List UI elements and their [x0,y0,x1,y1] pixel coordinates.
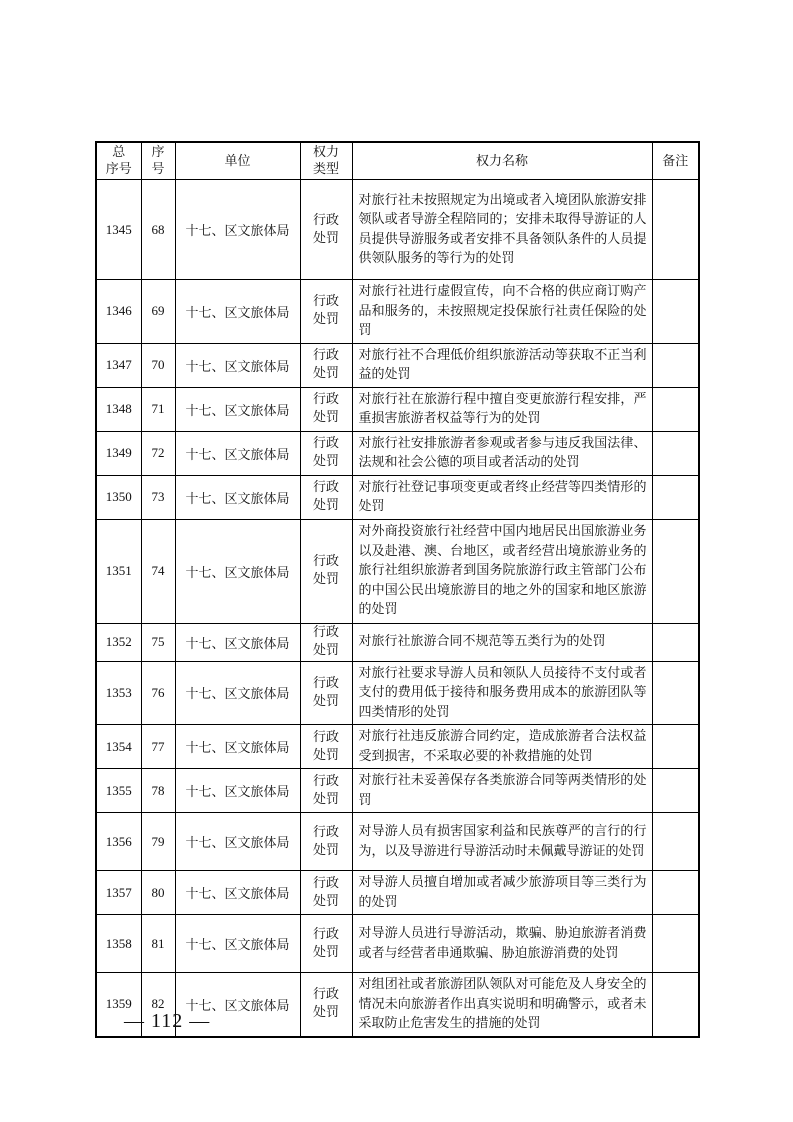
note-cell [652,387,699,431]
power-name-cell: 对旅行社要求导游人员和领队人员接待不支付或者支付的费用低于接待和服务费用成本的旅游团队等四类情形的处罚 [352,661,652,725]
power-type-line: 行政 [312,675,339,691]
power-type-line: 行政 [312,729,339,745]
sequence-number-cell: 72 [141,431,175,475]
unit-cell: 十七、区文旅体局 [175,431,300,475]
power-type-line: 行政 [312,875,339,891]
power-type-line: 行政 [312,926,339,942]
total-number-cell: 1357 [96,871,141,915]
power-type-line: 处罚 [312,944,339,960]
power-name-cell: 对导游人员有损害国家利益和民族尊严的言行的行为，以及导游进行导游活动时未佩戴导游证的处罚 [352,813,652,871]
sequence-number-cell: 82 [141,973,175,1037]
power-type-cell [300,343,352,387]
power-name-cell: 对旅行社未按照规定为出境或者入境团队旅游安排领队或者导游全程陪同的；安排未取得导游证的人员提供导游服务或者安排不具备领队条件的人员提供领队服务的等行为的处罚 [352,180,652,280]
total-number-cell: 1345 [96,180,141,280]
table-row [96,180,699,280]
power-type-cell [300,813,352,871]
header-power-type [300,142,352,180]
power-type-line: 处罚 [312,747,339,763]
total-number-cell: 1356 [96,813,141,871]
note-cell [652,475,699,519]
power-name-cell: 对导游人员擅自增加或者减少旅游项目等三类行为的处罚 [352,871,652,915]
note-cell [652,871,699,915]
sequence-number-cell: 76 [141,661,175,725]
power-type-line: 行政 [312,436,339,451]
header-total-number-text: 总 序号 [105,145,132,177]
power-name-cell: 对旅行社旅游合同不规范等五类行为的处罚 [352,623,652,661]
table-row [96,431,699,475]
power-type-cell [300,915,352,973]
power-type-line: 行政 [312,987,339,1003]
sequence-number-cell: 68 [141,180,175,280]
unit-cell: 十七、区文旅体局 [175,180,300,280]
note-cell [652,973,699,1037]
sequence-number-cell: 77 [141,725,175,769]
sequence-number-cell: 75 [141,623,175,661]
power-type-cell [300,725,352,769]
unit-cell: 十七、区文旅体局 [175,343,300,387]
sequence-number-cell: 73 [141,475,175,519]
unit-cell: 十七、区文旅体局 [175,387,300,431]
table-row [96,343,699,387]
power-list-table [95,141,700,1038]
header-power-type-text: 权力 类型 [312,145,339,177]
power-type-cell [300,871,352,915]
power-type-line: 处罚 [312,842,339,858]
power-type-cell [300,519,352,623]
power-name-cell: 对导游人员进行导游活动，欺骗、胁迫旅游者消费或者与经营者串通欺骗、胁迫旅游消费的处罚 [352,915,652,973]
note-cell [652,661,699,725]
power-type-line: 处罚 [312,230,339,246]
power-type-line: 处罚 [312,410,339,425]
unit-cell: 十七、区文旅体局 [175,871,300,915]
total-number-cell: 1346 [96,280,141,344]
sequence-number-cell: 78 [141,769,175,813]
note-cell [652,623,699,661]
total-number-cell: 1349 [96,431,141,475]
sequence-number-cell: 71 [141,387,175,431]
sequence-number-cell: 74 [141,519,175,623]
note-cell [652,915,699,973]
table-row [96,623,699,661]
power-type-cell [300,387,352,431]
total-number-cell: 1351 [96,519,141,623]
table-row [96,813,699,871]
power-name-cell: 对旅行社不合理低价组织旅游活动等获取不正当利益的处罚 [352,343,652,387]
sequence-number-cell: 69 [141,280,175,344]
power-type-line: 行政 [312,348,339,363]
total-number-cell: 1353 [96,661,141,725]
unit-cell: 十七、区文旅体局 [175,623,300,661]
power-type-line: 处罚 [312,791,339,807]
sequence-number-cell: 70 [141,343,175,387]
power-name-cell: 对外商投资旅行社经营中国内地居民出国旅游业务以及赴港、澳、台地区，或者经营出境旅游业务的旅行社组织旅游者到国务院旅游行政主管部门公布的中国公民出境旅游目的地之外的国家和地区旅游的处罚 [352,519,652,623]
table-header-row [96,142,699,180]
power-type-line: 行政 [312,294,339,310]
power-name-cell: 对旅行社安排旅游者参观或者参与违反我国法律、法规和社会公德的项目或者活动的处罚 [352,431,652,475]
total-number-cell: 1355 [96,769,141,813]
table-row [96,769,699,813]
power-type-line: 行政 [312,392,339,407]
table-row [96,871,699,915]
power-type-line: 处罚 [312,643,339,658]
unit-cell: 十七、区文旅体局 [175,475,300,519]
page-number: — 112 — [124,1010,211,1032]
power-type-line: 行政 [312,480,339,495]
power-type-cell [300,180,352,280]
unit-cell: 十七、区文旅体局 [175,280,300,344]
note-cell [652,343,699,387]
total-number-cell: 1350 [96,475,141,519]
table-row [96,280,699,344]
total-number-cell: 1347 [96,343,141,387]
unit-cell: 十七、区文旅体局 [175,769,300,813]
unit-cell: 十七、区文旅体局 [175,661,300,725]
table-row [96,915,699,973]
power-name-cell: 对旅行社违反旅游合同约定，造成旅游者合法权益受到损害，不采取必要的补救措施的处罚 [352,725,652,769]
power-type-line: 处罚 [312,498,339,513]
power-type-cell [300,769,352,813]
total-number-cell: 1354 [96,725,141,769]
power-type-line: 处罚 [312,1005,339,1021]
power-type-line: 行政 [312,625,339,640]
power-type-line: 处罚 [312,693,339,709]
note-cell [652,813,699,871]
total-number-cell: 1359 [96,973,141,1037]
power-type-cell [300,475,352,519]
power-type-line: 行政 [312,824,339,840]
sequence-number-cell: 80 [141,871,175,915]
power-type-cell [300,431,352,475]
sequence-number-cell: 81 [141,915,175,973]
power-name-cell: 对组团社或者旅游团队领队对可能危及人身安全的情况未向旅游者作出真实说明和明确警示，或者未采取防止危害发生的措施的处罚 [352,973,652,1037]
note-cell [652,725,699,769]
table-row [96,519,699,623]
header-sequence-number-text: 序 号 [151,145,165,177]
unit-cell: 十七、区文旅体局 [175,915,300,973]
power-name-cell: 对旅行社未妥善保存各类旅游合同等两类情形的处罚 [352,769,652,813]
power-type-cell [300,661,352,725]
power-type-cell [300,973,352,1037]
table-row [96,661,699,725]
power-name-cell: 对旅行社登记事项变更或者终止经营等四类情形的处罚 [352,475,652,519]
power-type-line: 处罚 [312,454,339,469]
unit-cell: 十七、区文旅体局 [175,973,300,1037]
power-type-cell [300,280,352,344]
sequence-number-cell: 79 [141,813,175,871]
header-sequence-number [141,142,175,180]
power-type-line: 处罚 [312,312,339,328]
power-type-line: 处罚 [312,893,339,909]
total-number-cell: 1358 [96,915,141,973]
power-name-cell: 对旅行社进行虚假宣传，向不合格的供应商订购产品和服务的，未按照规定投保旅行社责任保险的处罚 [352,280,652,344]
note-cell [652,431,699,475]
header-power-name: 权力名称 [352,142,652,180]
note-cell [652,519,699,623]
note-cell [652,769,699,813]
unit-cell: 十七、区文旅体局 [175,519,300,623]
header-unit: 单位 [175,142,300,180]
table-row [96,475,699,519]
unit-cell: 十七、区文旅体局 [175,813,300,871]
unit-cell: 十七、区文旅体局 [175,725,300,769]
power-type-line: 行政 [312,554,339,569]
table-body [96,180,699,1037]
note-cell [652,280,699,344]
total-number-cell: 1352 [96,623,141,661]
total-number-cell: 1348 [96,387,141,431]
power-type-cell [300,623,352,661]
power-type-line: 行政 [312,773,339,789]
power-name-cell: 对旅行社在旅游行程中擅自变更旅游行程安排，严重损害旅游者权益等行为的处罚 [352,387,652,431]
power-type-line: 处罚 [312,572,339,587]
note-cell [652,180,699,280]
table-row [96,387,699,431]
table-row [96,725,699,769]
header-total-number [96,142,141,180]
power-type-line: 处罚 [312,366,339,381]
header-note: 备注 [652,142,699,180]
power-type-line: 行政 [312,212,339,228]
